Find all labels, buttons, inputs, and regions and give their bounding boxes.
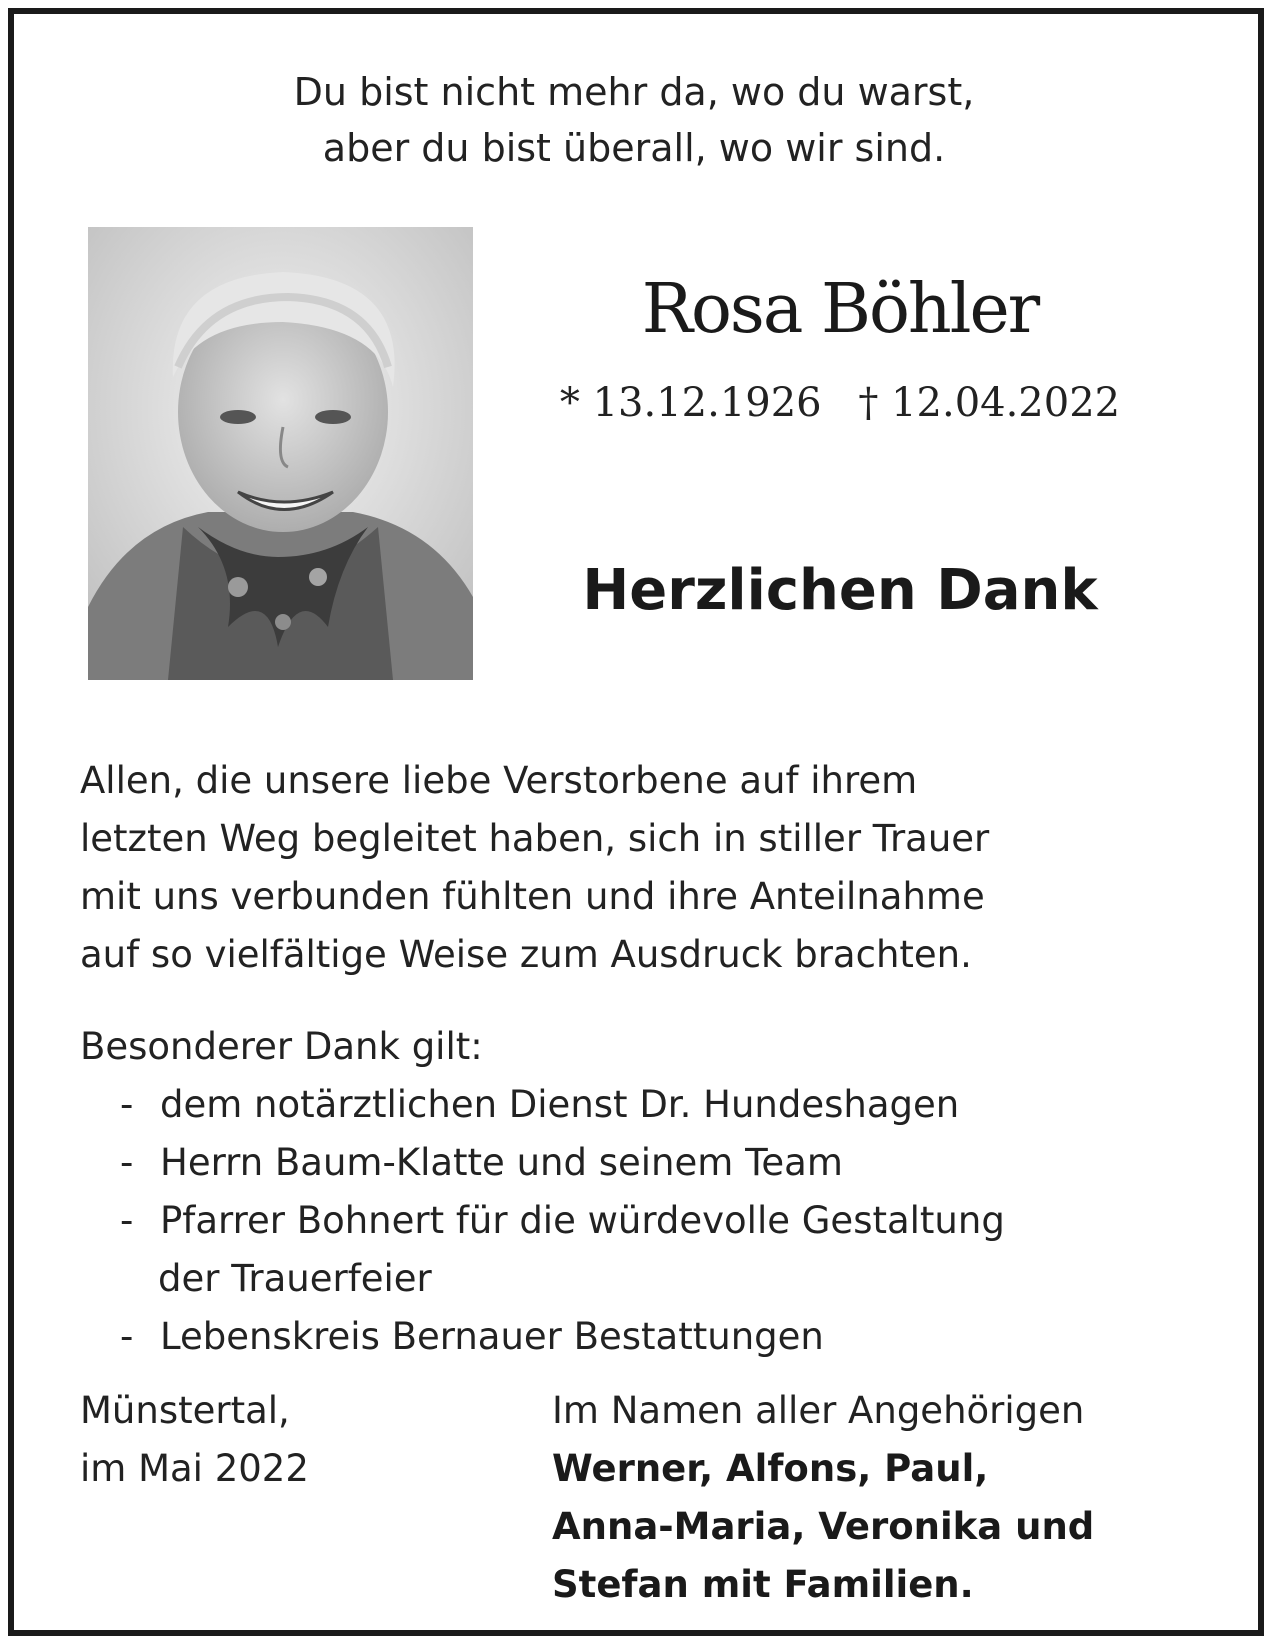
birth-date: * 13.12.1926 xyxy=(559,380,822,426)
special-thanks xyxy=(80,1018,1005,1366)
special-thanks-intro: Besonderer Dank gilt: xyxy=(80,1025,483,1068)
dash-bullet: - xyxy=(120,1141,134,1184)
verse-line-1: Du bist nicht mehr da, wo du warst, xyxy=(293,70,975,114)
signature xyxy=(552,1382,1094,1614)
verse xyxy=(0,64,1268,176)
signature-names: Anna-Maria, Veronika und xyxy=(552,1505,1095,1548)
list-item xyxy=(80,1134,1005,1192)
list-item xyxy=(80,1076,1005,1134)
verse-line-2: aber du bist überall, wo wir sind. xyxy=(322,126,946,170)
signature-names: Stefan mit Familien. xyxy=(552,1563,974,1606)
heading: Herzlichen Dank xyxy=(582,558,1098,623)
portrait-photo xyxy=(88,227,473,680)
thanks-text xyxy=(80,752,989,984)
list-item-text: der Trauerfeier xyxy=(158,1257,432,1300)
list-item-text: dem notärztlichen Dienst Dr. Hundeshagen xyxy=(160,1083,960,1126)
signature-names: Werner, Alfons, Paul, xyxy=(552,1447,989,1490)
date: im Mai 2022 xyxy=(80,1447,309,1490)
list-item xyxy=(80,1192,1005,1250)
list-item-text: Pfarrer Bohnert für die würdevolle Gestaltung xyxy=(160,1199,1005,1242)
text-line: letzten Weg begleitet haben, sich in stiller Trauer xyxy=(80,817,990,860)
place: Münstertal, xyxy=(80,1389,290,1432)
list-item xyxy=(80,1308,1005,1366)
dash-bullet: - xyxy=(120,1083,134,1126)
death-date: † 12.04.2022 xyxy=(858,380,1121,426)
dash-bullet: - xyxy=(120,1199,134,1242)
text-line: mit uns verbunden fühlten und ihre Anteilnahme xyxy=(80,875,985,918)
list-item-text: Herrn Baum-Klatte und seinem Team xyxy=(160,1141,843,1184)
list-item-continuation xyxy=(80,1250,1005,1308)
dash-bullet: - xyxy=(120,1315,134,1358)
portrait-image xyxy=(88,227,473,680)
text-line: Allen, die unsere liebe Verstorbene auf ihrem xyxy=(80,759,918,802)
life-dates xyxy=(520,380,1160,426)
deceased-name: Rosa Böhler xyxy=(641,270,1039,349)
place-date xyxy=(80,1382,309,1498)
text-line: auf so vielfältige Weise zum Ausdruck brachten. xyxy=(80,933,972,976)
list-item-text: Lebenskreis Bernauer Bestattungen xyxy=(160,1315,824,1358)
signature-intro: Im Namen aller Angehörigen xyxy=(552,1389,1085,1432)
